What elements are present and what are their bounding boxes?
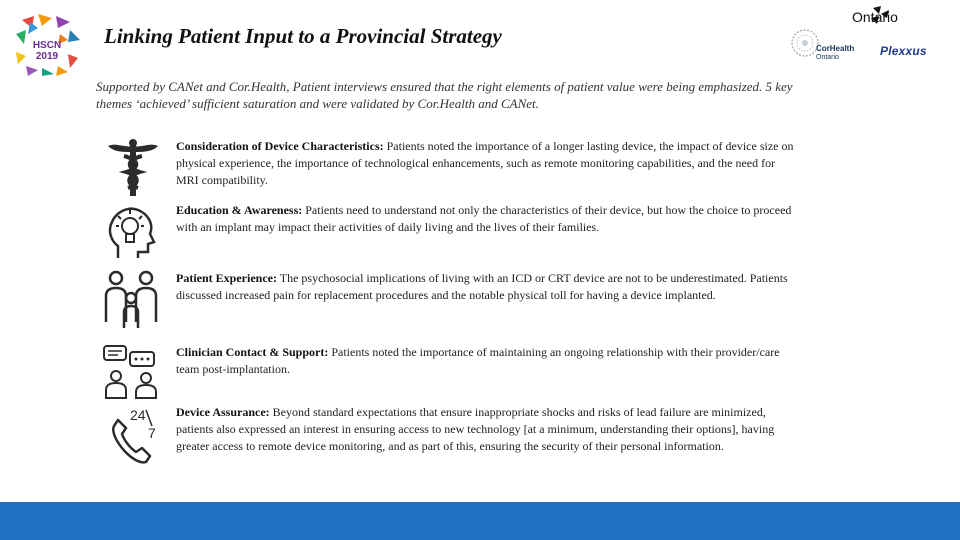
medical-caduceus-icon [100,138,166,198]
theme-body: Patients noted the importance of maintaining an ongoing relationship with their provider/care team post-implantation. [176,345,780,376]
svg-text:HSCN: HSCN [32,40,62,51]
page-title: Linking Patient Input to a Provincial Strategy [104,24,502,48]
svg-text:2019: 2019 [35,51,59,62]
theme-body: The psychosocial implications of living with an ICD or CRT device are not to be underestimated. Patients discussed increased pain for replacement procedures and the notable physical toll for having a device implanted. [176,271,788,302]
svg-text:7: 7 [148,425,156,441]
corhealth-name: CorHealth [816,44,855,53]
lightbulb-head-icon [100,202,166,262]
theme-text [176,138,800,189]
theme-heading: Patient Experience: [176,271,277,285]
theme-heading: Device Assurance: [176,405,270,419]
theme-text [176,404,800,455]
theme-body: Patients noted the importance of a longer lasting device, the impact of device size on physical experience, the importance of technological enhancements, such as remote monitoring capabilities, and the need for MRI compatibility. [176,139,794,187]
theme-text [176,202,800,236]
theme-heading: Consideration of Device Characteristics: [176,139,384,153]
theme-text [176,270,800,304]
svg-text:24: 24 [130,407,146,423]
doctor-patient-chat-icon [100,344,166,404]
theme-heading: Education & Awareness: [176,203,303,217]
intro-paragraph: Supported by CANet and Cor.Health, Patient interviews ensured that the right elements of patient value were being emphasized. 5 key themes ‘achieved’ sufficient saturation and were validated by Cor.Health and CANet. [96,79,793,111]
footer-bar [0,502,960,540]
theme-text [176,344,800,378]
theme-body: Beyond standard expectations that ensure inappropriate shocks and risks of lead failure are minimized, patients also expressed an interest in ensuring access to new technology [at a minimum, understanding their options], having greater access to remote device monitoring, and as part of this, ensuring the security of their personal information. [176,405,775,453]
corhealth-sub: Ontario [816,54,839,61]
hsch-2019-logo [12,12,82,78]
theme-body: Patients need to understand not only the characteristics of their device, but how the choice to proceed with an implant may impact their activities of daily living and the lives of their families. [176,203,792,234]
theme-heading: Clinician Contact & Support: [176,345,329,359]
family-group-icon [100,270,166,330]
ontario-name: Ontario [852,9,898,25]
phone-24-7-icon [100,404,166,464]
plexxus-logo: Plexxus [880,44,927,58]
